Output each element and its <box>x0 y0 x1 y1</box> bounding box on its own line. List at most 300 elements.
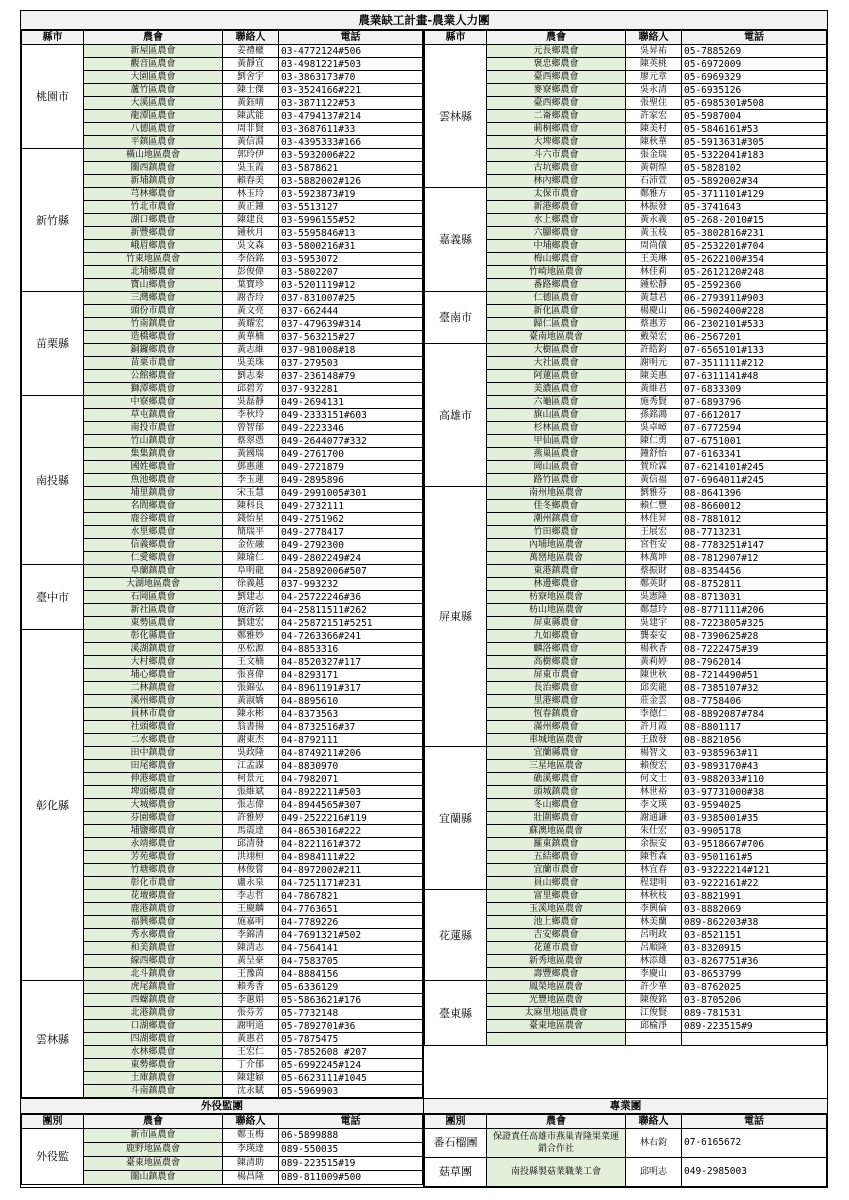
group-cell: 菇草團 <box>425 1158 487 1187</box>
phone-cell: 03-5800216#31 <box>279 240 423 253</box>
association-cell: 竹北市農會 <box>84 201 223 214</box>
phone-cell: 049-2985003 <box>682 1158 827 1187</box>
contact-cell: 姜禮權 <box>223 45 279 58</box>
association-cell: 魚池鄉農會 <box>84 474 223 487</box>
header-association: 農會 <box>84 1115 223 1129</box>
phone-cell: 07-6772594 <box>682 422 827 435</box>
table-row <box>22 149 423 162</box>
phone-cell: 089-781531 <box>682 1007 827 1020</box>
phone-cell: 04-8221161#372 <box>279 838 423 851</box>
contact-cell: 施嘉明 <box>223 916 279 929</box>
header-phone: 電話 <box>279 1115 423 1129</box>
association-cell: 福興鄉農會 <box>84 916 223 929</box>
association-cell: 燕巢區農會 <box>487 448 626 461</box>
contact-cell: 錢怡星 <box>223 513 279 526</box>
contact-cell: 許皓鈞 <box>626 344 682 357</box>
phone-cell: 05-5846161#53 <box>682 123 827 136</box>
contact-cell: 李蕙娟 <box>223 994 279 1007</box>
contact-cell: 楊智文 <box>626 747 682 760</box>
table-row <box>425 188 827 201</box>
table-row <box>425 292 827 305</box>
association-cell: 岡山區農會 <box>487 461 626 474</box>
county-cell: 雲林縣 <box>425 45 487 188</box>
contact-cell: 郭玲伊 <box>223 149 279 162</box>
association-cell: 南投縣製菇業職業工會 <box>487 1158 626 1187</box>
association-cell: 仁德區農會 <box>487 292 626 305</box>
contact-cell: 吳玉霞 <box>223 162 279 175</box>
association-cell: 集集鎮農會 <box>84 448 223 461</box>
contact-cell: 黃信淵 <box>223 136 279 149</box>
association-cell: 仁愛鄉農會 <box>84 552 223 565</box>
contact-cell: 沈永賦 <box>223 1085 279 1098</box>
association-cell: 元長鄉農會 <box>487 45 626 58</box>
association-cell: 大溪區農會 <box>84 97 223 110</box>
association-cell: 鹿谷鄉農會 <box>84 513 223 526</box>
contact-cell: 黃正鐘 <box>223 201 279 214</box>
phone-cell: 08-7962014 <box>682 656 827 669</box>
contact-cell: 謝明元 <box>626 357 682 370</box>
association-cell: 花蓮市農會 <box>487 942 626 955</box>
contact-cell: 陳美惠 <box>626 370 682 383</box>
association-cell: 觀音區農會 <box>84 58 223 71</box>
contact-cell: 江俊賢 <box>626 1007 682 1020</box>
phone-cell: 03-3687611#33 <box>279 123 423 136</box>
contact-cell: 王展宏 <box>626 526 682 539</box>
association-cell: 竹南鎮農會 <box>84 318 223 331</box>
association-cell: 田中鎮農會 <box>84 747 223 760</box>
association-cell: 水上鄉農會 <box>487 214 626 227</box>
association-cell: 礁溪鄉農會 <box>487 773 626 786</box>
header-phone: 電話 <box>682 31 827 45</box>
contact-cell: 吳憲隆 <box>626 591 682 604</box>
association-cell: 土庫鎮農會 <box>84 1072 223 1085</box>
association-cell: 銅鑼鄉農會 <box>84 344 223 357</box>
contact-cell: 鄭英財 <box>626 578 682 591</box>
contact-cell: 鄭雅妙 <box>223 630 279 643</box>
contact-cell: 曾智郁 <box>223 422 279 435</box>
contact-cell: 林秋枝 <box>626 890 682 903</box>
phone-cell: 05-5969903 <box>279 1085 423 1098</box>
contact-cell: 阜明龍 <box>223 565 279 578</box>
association-cell: 九如鄉農會 <box>487 630 626 643</box>
contact-cell: 孫銘鴻 <box>626 409 682 422</box>
association-cell: 關西鎮農會 <box>84 162 223 175</box>
contact-cell: 陳士傑 <box>223 84 279 97</box>
phone-cell: 04-7263366#241 <box>279 630 423 643</box>
contact-cell: 林世裕 <box>626 786 682 799</box>
association-cell: 高樹鄉農會 <box>487 656 626 669</box>
phone-cell: 049-2751962 <box>279 513 423 526</box>
association-cell: 彰化市農會 <box>84 877 223 890</box>
contact-cell: 江孟謀 <box>223 760 279 773</box>
phone-cell: 04-25872151#5251 <box>279 617 423 630</box>
right-header-row <box>425 31 827 45</box>
phone-cell: 03-9222161#22 <box>682 877 827 890</box>
contact-cell: 戴榮宏 <box>626 331 682 344</box>
phone-cell: 03-4981221#503 <box>279 58 423 71</box>
contact-cell: 鍾秋月 <box>223 227 279 240</box>
phone-cell: 03-4794137#214 <box>279 110 423 123</box>
contact-cell: 邱清發 <box>223 838 279 851</box>
phone-cell: 04-25811511#262 <box>279 604 423 617</box>
association-cell: 頭份市農會 <box>84 305 223 318</box>
association-cell: 中寮鄉農會 <box>84 396 223 409</box>
phone-cell: 06-2793911#903 <box>682 292 827 305</box>
contact-cell: 翁書揚 <box>223 721 279 734</box>
association-cell: 平鎮區農會 <box>84 136 223 149</box>
contact-cell: 莊金雲 <box>626 695 682 708</box>
contact-cell: 李秋玲 <box>223 409 279 422</box>
contact-cell: 吳政隆 <box>223 747 279 760</box>
contact-cell: 施秀賢 <box>626 396 682 409</box>
association-cell: 新化區農會 <box>487 305 626 318</box>
contact-cell: 黃國瑞 <box>223 448 279 461</box>
phone-cell: 05-6992245#124 <box>279 1059 423 1072</box>
association-cell: 員山鄉農會 <box>487 877 626 890</box>
association-cell: 信義鄉農會 <box>84 539 223 552</box>
phone-cell: 06-2567201 <box>682 331 827 344</box>
phone-cell: 049-2792300 <box>279 539 423 552</box>
phone-cell: 05-5987004 <box>682 110 827 123</box>
association-cell: 寶山鄉農會 <box>84 279 223 292</box>
phone-cell: 049-2802249#24 <box>279 552 423 565</box>
phone-cell: 049-2761700 <box>279 448 423 461</box>
association-cell: 埔心鄉農會 <box>84 669 223 682</box>
pro-header-row <box>425 1115 827 1129</box>
association-cell: 埔鹽鄉農會 <box>84 825 223 838</box>
header-phone: 電話 <box>279 31 423 45</box>
phone-cell: 04-8653016#222 <box>279 825 423 838</box>
phone-cell: 03-9893170#43 <box>682 760 827 773</box>
contact-cell: 吳永清 <box>626 84 682 97</box>
header-contact: 聯絡人 <box>626 31 682 45</box>
contact-cell: 陳武能 <box>223 110 279 123</box>
contact-cell: 張錦弘 <box>223 682 279 695</box>
association-cell: 花壇鄉農會 <box>84 890 223 903</box>
association-cell: 麥寮鄉農會 <box>487 84 626 97</box>
association-cell: 褒忠鄉農會 <box>487 58 626 71</box>
association-cell: 中埔鄉農會 <box>487 240 626 253</box>
phone-cell: 06-5902400#228 <box>682 305 827 318</box>
association-cell: 新埔鎮農會 <box>84 175 223 188</box>
phone-cell: 08-8801117 <box>682 721 827 734</box>
table-row <box>22 565 423 578</box>
association-cell: 斗南鎮農會 <box>84 1085 223 1098</box>
contact-cell: 盧永泉 <box>223 877 279 890</box>
contact-cell: 黃莉婷 <box>626 656 682 669</box>
phone-cell: 03-3871122#53 <box>279 97 423 110</box>
phone-cell: 08-7812907#12 <box>682 552 827 565</box>
phone-cell: 049-2694131 <box>279 396 423 409</box>
contact-cell: 黃朝煌 <box>626 162 682 175</box>
association-cell: 竹山鎮農會 <box>84 435 223 448</box>
right-roster-body <box>425 45 827 1046</box>
pro-section-title: 專業團 <box>424 1098 827 1114</box>
phone-cell: 037-279503 <box>279 357 423 370</box>
contact-cell: 鄧惠蓮 <box>223 461 279 474</box>
association-cell: 埤頭鄉農會 <box>84 786 223 799</box>
phone-cell: 08-8354456 <box>682 565 827 578</box>
phone-cell: 04-25722246#36 <box>279 591 423 604</box>
phone-cell: 03-5595846#13 <box>279 227 423 240</box>
phone-cell: 05-5322041#183 <box>682 149 827 162</box>
contact-cell: 王豫茵 <box>223 968 279 981</box>
association-cell: 長治鄉農會 <box>487 682 626 695</box>
contact-cell: 黃慧君 <box>626 292 682 305</box>
contact-cell: 彭俊偉 <box>223 266 279 279</box>
county-cell: 南投縣 <box>22 396 84 565</box>
association-cell: 西螺鎮農會 <box>84 994 223 1007</box>
phone-cell: 03-9882033#110 <box>682 773 827 786</box>
contact-cell <box>626 1033 682 1046</box>
main-columns <box>21 30 827 1098</box>
contact-cell: 黃文亮 <box>223 305 279 318</box>
table-row <box>425 45 827 58</box>
association-cell: 六龜區農會 <box>487 396 626 409</box>
phone-cell: 089-862203#38 <box>682 916 827 929</box>
association-cell: 水里鄉農會 <box>84 526 223 539</box>
contact-cell: 黃志維 <box>223 344 279 357</box>
header-contact: 聯絡人 <box>626 1115 682 1129</box>
phone-cell: 037-479639#314 <box>279 318 423 331</box>
phone-cell: 05-5913631#305 <box>682 136 827 149</box>
right-column <box>424 30 827 1098</box>
table-row <box>425 1129 827 1158</box>
association-cell: 草屯鎮農會 <box>84 409 223 422</box>
contact-cell: 陳美村 <box>626 123 682 136</box>
association-cell: 名間鄉農會 <box>84 500 223 513</box>
header-phone: 電話 <box>682 1115 827 1129</box>
group-cell: 外役監 <box>22 1129 84 1185</box>
contact-cell: 周非賢 <box>223 123 279 136</box>
contact-cell: 黃靜宜 <box>223 58 279 71</box>
association-cell: 竹田鄉農會 <box>487 526 626 539</box>
contact-cell: 余振安 <box>626 838 682 851</box>
contact-cell: 邱明志 <box>626 1158 682 1187</box>
association-cell: 彰化縣農會 <box>84 630 223 643</box>
contact-cell: 鄭雅方 <box>626 188 682 201</box>
phone-cell: 04-7982071 <box>279 773 423 786</box>
phone-cell: 03-4395333#166 <box>279 136 423 149</box>
association-cell: 獅潭鄉農會 <box>84 383 223 396</box>
association-cell: 東勢鄉農會 <box>84 1059 223 1072</box>
association-cell: 埔里鎮農會 <box>84 487 223 500</box>
association-cell: 恆春鎮農會 <box>487 708 626 721</box>
table-row <box>425 344 827 357</box>
contact-cell: 黃惠君 <box>223 1033 279 1046</box>
association-cell: 三星地區農會 <box>487 760 626 773</box>
association-cell: 員林市農會 <box>84 708 223 721</box>
phone-cell: 037-662444 <box>279 305 423 318</box>
phone-cell: 03-8521151 <box>682 929 827 942</box>
phone-cell: 04-7583705 <box>279 955 423 968</box>
header-contact: 聯絡人 <box>223 31 279 45</box>
association-cell: 萬巒地區農會 <box>487 552 626 565</box>
contact-cell: 李興倫 <box>626 903 682 916</box>
county-cell: 花蓮縣 <box>425 890 487 981</box>
association-cell: 太保市農會 <box>487 188 626 201</box>
outer-section-title: 外役監團 <box>21 1098 423 1114</box>
contact-cell: 呂順隆 <box>626 942 682 955</box>
association-cell: 北港鎮農會 <box>84 1007 223 1020</box>
county-cell: 臺南市 <box>425 292 487 344</box>
phone-cell: 037-993232 <box>279 578 423 591</box>
contact-cell: 朱仕宏 <box>626 825 682 838</box>
contact-cell: 賀玠霖 <box>626 461 682 474</box>
phone-cell: 07-6751001 <box>682 435 827 448</box>
phone-cell: 07-3511111#212 <box>682 357 827 370</box>
contact-cell: 謝明道 <box>223 1020 279 1033</box>
phone-cell: 05-7875475 <box>279 1033 423 1046</box>
contact-cell: 林佳莉 <box>626 266 682 279</box>
association-cell: 歸仁區農會 <box>487 318 626 331</box>
phone-cell: 03-9594025 <box>682 799 827 812</box>
contact-cell: 賴春美 <box>223 175 279 188</box>
phone-cell: 04-8895610 <box>279 695 423 708</box>
association-cell: 鹿野地區農會 <box>84 1143 223 1157</box>
table-row <box>22 292 423 305</box>
roster-sheet <box>20 10 828 1188</box>
phone-cell: 04-8830970 <box>279 760 423 773</box>
association-cell: 新港鄉農會 <box>487 201 626 214</box>
phone-cell: 049-2333151#603 <box>279 409 423 422</box>
phone-cell: 07-6893796 <box>682 396 827 409</box>
phone-cell <box>682 1033 827 1046</box>
contact-cell: 龔泰安 <box>626 630 682 643</box>
association-cell: 秀水鄉農會 <box>84 929 223 942</box>
phone-cell: 08-7758406 <box>682 695 827 708</box>
phone-cell: 05-5892002#34 <box>682 175 827 188</box>
table-row <box>425 747 827 760</box>
association-cell: 美濃區農會 <box>487 383 626 396</box>
phone-cell: 037-236148#79 <box>279 370 423 383</box>
contact-cell: 馬震達 <box>223 825 279 838</box>
association-cell: 臺南地區農會 <box>487 331 626 344</box>
association-cell: 造橋鄉農會 <box>84 331 223 344</box>
association-cell: 壯圍鄉農會 <box>487 812 626 825</box>
contact-cell: 蔡振財 <box>626 565 682 578</box>
contact-cell: 張金瑞 <box>626 149 682 162</box>
phone-cell: 03-5201119#12 <box>279 279 423 292</box>
county-cell: 嘉義縣 <box>425 188 487 292</box>
association-cell: 新市區農會 <box>84 1129 223 1143</box>
association-cell: 臺西鄉農會 <box>487 97 626 110</box>
phone-cell: 05-6969329 <box>682 71 827 84</box>
association-cell: 屏東縣農會 <box>487 617 626 630</box>
contact-cell: 許少華 <box>626 981 682 994</box>
contact-cell: 黃耀宏 <box>223 318 279 331</box>
association-cell: 竹塘鄉農會 <box>84 864 223 877</box>
association-cell: 橫山地區農會 <box>84 149 223 162</box>
contact-cell: 李慶山 <box>626 968 682 981</box>
phone-cell: 04-8972002#211 <box>279 864 423 877</box>
contact-cell: 洪翊桓 <box>223 851 279 864</box>
association-cell: 里港鄉農會 <box>487 695 626 708</box>
page-title: 農業缺工計畫-農業人力團 <box>21 11 827 30</box>
association-cell: 宜蘭市農會 <box>487 864 626 877</box>
table-row <box>22 45 423 58</box>
association-cell: 臺東地區農會 <box>84 1157 223 1171</box>
association-cell: 莿桐鄉農會 <box>487 123 626 136</box>
association-cell <box>487 1033 626 1046</box>
phone-cell: 05-2622100#354 <box>682 253 827 266</box>
left-roster-body <box>22 45 423 1098</box>
association-cell: 竹東地區農會 <box>84 253 223 266</box>
phone-cell: 07-6214101#245 <box>682 461 827 474</box>
phone-cell: 04-7789226 <box>279 916 423 929</box>
association-cell: 二崙鄉農會 <box>487 110 626 123</box>
phone-cell: 089-223515#9 <box>682 1020 827 1033</box>
pro-table <box>424 1114 827 1187</box>
contact-cell: 邱榆淨 <box>626 1020 682 1033</box>
contact-cell: 李德仁 <box>626 708 682 721</box>
pro-section <box>424 1098 827 1187</box>
contact-cell: 劉志秦 <box>223 370 279 383</box>
association-cell: 杉林區農會 <box>487 422 626 435</box>
contact-cell: 陳清志 <box>223 942 279 955</box>
contact-cell: 吳卓嶂 <box>626 422 682 435</box>
left-column <box>21 30 424 1098</box>
contact-cell: 劉雅芬 <box>626 487 682 500</box>
contact-cell: 吳昇祐 <box>626 45 682 58</box>
phone-cell: 08-7783251#147 <box>682 539 827 552</box>
phone-cell: 04-8853316 <box>279 643 423 656</box>
contact-cell: 邱碧芳 <box>223 383 279 396</box>
contact-cell: 李瑛達 <box>223 1143 279 1157</box>
phone-cell: 08-8752811 <box>682 578 827 591</box>
phone-cell: 03-3863173#70 <box>279 71 423 84</box>
association-cell: 芳苑鄉農會 <box>84 851 223 864</box>
association-cell: 永靖鄉農會 <box>84 838 223 851</box>
phone-cell: 08-8771111#206 <box>682 604 827 617</box>
phone-cell: 03-5996155#52 <box>279 214 423 227</box>
contact-cell: 陳哲森 <box>626 851 682 864</box>
table-row <box>425 487 827 500</box>
contact-cell: 王啟發 <box>626 734 682 747</box>
contact-cell: 蔡翠憑 <box>223 435 279 448</box>
contact-cell: 巫松源 <box>223 643 279 656</box>
association-cell: 竹崎地區農會 <box>487 266 626 279</box>
association-cell: 古坑鄉農會 <box>487 162 626 175</box>
association-cell: 田尾鄉農會 <box>84 760 223 773</box>
phone-cell: 05-5828102 <box>682 162 827 175</box>
table-row <box>425 981 827 994</box>
phone-cell: 08-7713231 <box>682 526 827 539</box>
table-row <box>425 890 827 903</box>
contact-cell: 楊昌隆 <box>223 1171 279 1185</box>
association-cell: 南州地區農會 <box>487 487 626 500</box>
phone-cell: 03-5953072 <box>279 253 423 266</box>
association-cell: 滿州鄉農會 <box>487 721 626 734</box>
contact-cell: 丁介郁 <box>223 1059 279 1072</box>
association-cell: 國姓鄉農會 <box>84 461 223 474</box>
phone-cell: 07-6964011#245 <box>682 474 827 487</box>
phone-cell: 03-9518667#706 <box>682 838 827 851</box>
contact-cell: 黃鈺晴 <box>223 97 279 110</box>
phone-cell: 04-8884156 <box>279 968 423 981</box>
contact-cell: 鄭玉梅 <box>223 1129 279 1143</box>
outer-section <box>21 1098 424 1187</box>
phone-cell: 05-2592360 <box>682 279 827 292</box>
contact-cell: 簡瑞平 <box>223 526 279 539</box>
contact-cell: 陳清助 <box>223 1157 279 1171</box>
phone-cell: 08-7223805#325 <box>682 617 827 630</box>
phone-cell: 04-8792111 <box>279 734 423 747</box>
association-cell: 龍潭區農會 <box>84 110 223 123</box>
contact-cell: 李俗銘 <box>223 253 279 266</box>
contact-cell: 張維斌 <box>223 786 279 799</box>
contact-cell: 鍾松靜 <box>626 279 682 292</box>
